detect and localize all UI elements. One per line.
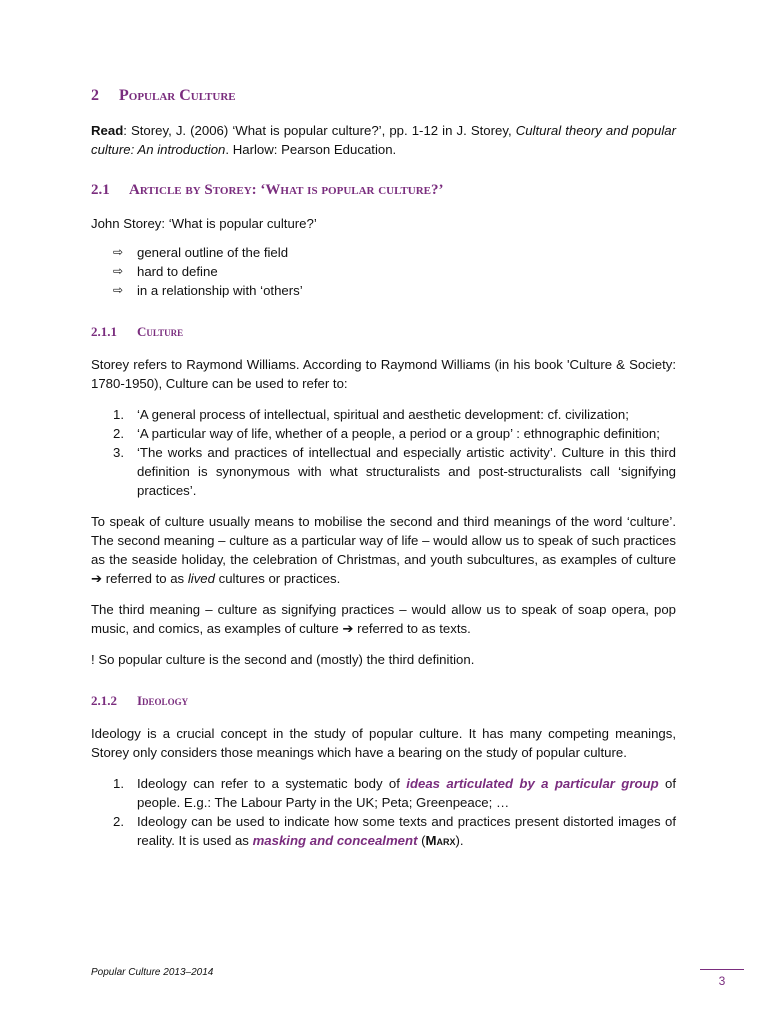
list-item: [91, 812, 676, 850]
arrow-right-icon: ➔: [91, 571, 103, 586]
item-text: Ideology can refer to a systematic body of: [137, 776, 407, 791]
third-meaning-paragraph: [91, 600, 676, 638]
second-meaning-paragraph: [91, 512, 676, 588]
read-label: Read: [91, 123, 124, 138]
subsubsection-heading-ideology: [91, 691, 676, 710]
list-item: [113, 243, 676, 262]
list-item: [91, 405, 676, 424]
arrow-icon: ⇨: [113, 245, 124, 259]
item-number: 1.: [113, 407, 124, 422]
list-item: [113, 281, 676, 300]
subsubsection-title: Ideology: [137, 693, 189, 708]
item-text: ‘A general process of intellectual, spiritual and aesthetic development: cf. civilization;: [137, 407, 629, 422]
paragraph-text: To speak of culture usually means to mobilise the second and third meanings of the word ‘culture’. The second meaning – culture as a particular way of life – would allow us to speak of such practices as the seaside holiday, the celebration of Christmas, and youth subcultures, as examples of culture: [91, 514, 676, 567]
item-number: 2.: [113, 426, 124, 441]
bullet-text: hard to define: [137, 264, 218, 279]
bullet-text: general outline of the field: [137, 245, 289, 260]
item-number: 3.: [113, 445, 124, 460]
item-number: 1.: [113, 776, 124, 791]
section-heading: [91, 86, 676, 105]
item-text: ‘The works and practices of intellectual and especially artistic activity’. Culture in this third definition is synonymous with what structuralists and post-structuralists call ‘signifying practices’.: [137, 445, 676, 498]
section-number: 2: [91, 87, 99, 104]
list-item: [113, 262, 676, 281]
item-text: Ideology can be used to indicate how some texts and practices present distorted images of reality. It is used as: [137, 814, 676, 848]
page-content: [91, 86, 676, 862]
marx-reference: Marx: [425, 833, 456, 848]
list-item: [91, 774, 676, 812]
subsection-heading: [91, 181, 676, 200]
section-title: Popular Culture: [119, 87, 236, 104]
arrow-icon: ⇨: [113, 283, 124, 297]
arrow-right-icon: ➔: [342, 621, 354, 636]
subsection-number: 2.1: [91, 182, 110, 198]
read-text: : Storey, J. (2006) ‘What is popular culture?’, pp. 1-12 in J. Storey,: [123, 123, 516, 138]
paragraph-text: referred to as: [102, 571, 188, 586]
conclusion-paragraph: ! So popular culture is the second and (mostly) the third definition.: [91, 652, 475, 667]
emphasis-masking: masking and concealment: [252, 833, 418, 848]
footer-divider: [700, 969, 744, 970]
read-publisher: . Harlow: Pearson Education.: [225, 142, 397, 157]
ideology-definitions-list: [91, 774, 676, 850]
item-text: of people. E.g.: The Labour Party in the UK; Peta; Greenpeace; …: [137, 776, 676, 810]
storey-intro: John Storey: ‘What is popular culture?’: [91, 216, 317, 231]
paragraph-text: The third meaning – culture as signifying practices – would allow us to speak of soap opera, pop music, and comics, as examples of culture: [91, 602, 676, 636]
emphasis-ideas: ideas articulated by a particular group: [406, 776, 659, 791]
list-item: [91, 424, 676, 443]
list-item: [91, 443, 676, 500]
footer-title: Popular Culture 2013–2014: [91, 967, 214, 978]
item-text: ‘A particular way of life, whether of a people, a period or a group’ : ethnographic definition;: [137, 426, 660, 441]
culture-definitions-list: [91, 405, 676, 500]
subsubsection-heading-culture: [91, 322, 676, 341]
subsection-title: Article by Storey: ‘What is popular culture?’: [129, 182, 444, 198]
read-paragraph: [91, 121, 676, 159]
paragraph-text: cultures or practices.: [214, 571, 341, 586]
item-number: 2.: [113, 814, 124, 829]
williams-intro: Storey refers to Raymond Williams. According to Raymond Williams (in his book 'Culture & Society: 1780-1950), Culture can be used to refer to:: [91, 357, 676, 391]
subsubsection-number: 2.1.1: [91, 324, 117, 339]
subsubsection-title: Culture: [137, 324, 184, 339]
ideology-intro: Ideology is a crucial concept in the study of popular culture. It has many competing meanings, Storey only considers those meanings which have a bearing on the study of popular culture.: [91, 726, 676, 760]
emphasis-lived: lived: [187, 571, 215, 586]
paragraph-text: referred to as texts.: [353, 621, 471, 636]
arrow-bullet-list: [91, 243, 676, 300]
arrow-icon: ⇨: [113, 264, 124, 278]
page-number: 3: [718, 974, 726, 988]
item-text: ).: [455, 833, 464, 848]
subsubsection-number: 2.1.2: [91, 693, 117, 708]
bullet-text: in a relationship with ‘others’: [137, 283, 303, 298]
item-text: (: [417, 833, 426, 848]
read-book-title: Cultural theory and popular culture: An introduction: [91, 123, 676, 157]
